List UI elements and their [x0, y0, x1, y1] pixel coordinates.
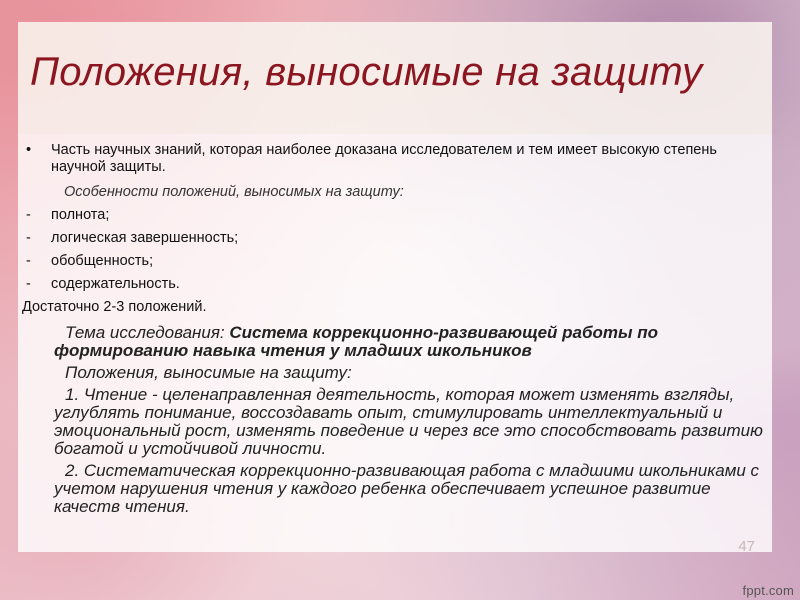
feature-item [22, 230, 767, 247]
feature-text: логическая завершенность; [51, 230, 239, 246]
slide-title: Положения, выносимые на защиту [30, 50, 703, 94]
dash-icon: - [26, 230, 31, 246]
dash-icon: - [26, 253, 31, 269]
dash-icon: - [26, 207, 31, 223]
feature-text: полнота; [51, 207, 110, 223]
feature-item [22, 207, 767, 224]
topic-label: Тема исследования: [65, 323, 230, 342]
enough-note: Достаточно 2-3 положений. [22, 299, 207, 315]
page-number: 47 [738, 538, 755, 555]
feature-text: содержательность. [51, 276, 180, 292]
position-1: 1. Чтение - целенаправленная деятельность, которая может изменять взгляды, углублять понимание, воссоздавать опыт, стимулировать интеллектуальный и эмоциональный рост, изменять поведение и через все это способствовать развитию богатой и устойчивой личности. [54, 385, 763, 458]
fppt-logo: fppt.com [742, 583, 794, 598]
bullet-icon: • [26, 142, 32, 158]
topic-text: Система коррекционно-развивающей работы по формированию навыка чтения у младших школьников [54, 323, 659, 360]
dash-icon: - [26, 276, 31, 292]
feature-item [22, 276, 767, 293]
intro-text: Часть научных знаний, которая наиболее доказана исследователем и тем имеет высокую степень научной защиты. [51, 142, 717, 175]
feature-item [22, 253, 767, 270]
intro-item [22, 142, 767, 176]
feature-text: обобщенность; [51, 253, 154, 269]
position-2: 2. Систематическая коррекционно-развивающая работа с младшими школьниками с учетом нарушения чтения у каждого ребенка обеспечивает успешное развитие качеств чтения. [54, 461, 760, 516]
research-topic [22, 324, 767, 360]
slide-body [22, 142, 767, 516]
features-heading: Особенности положений, выносимых на защиту: [64, 184, 404, 200]
positions-heading: Положения, выносимые на защиту: [65, 363, 352, 382]
